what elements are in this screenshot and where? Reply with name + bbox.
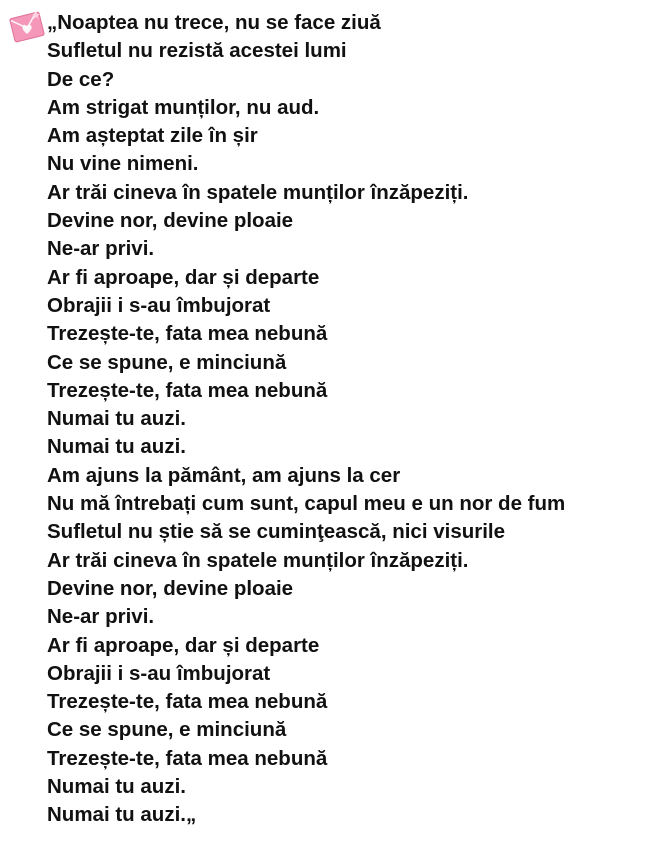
poem-line: Ne-ar privi. <box>47 237 155 261</box>
envelope-heart-icon <box>6 8 50 48</box>
poem-line: Obrajii i s-au îmbujorat <box>47 661 271 685</box>
poem-line: Ar fi aproape, dar și departe <box>47 265 320 289</box>
poem-line: Ar trăi cineva în spatele munților înzăpeziți. <box>47 548 469 572</box>
poem-line: Am strigat munților, nu aud. <box>47 95 320 119</box>
poem-line: De ce? <box>47 67 115 91</box>
poem-line: Trezește-te, fata mea nebună <box>47 322 328 346</box>
poem-line: Trezește-te, fata mea nebună <box>47 378 328 402</box>
poem-line: Sufletul nu rezistă acestei lumi <box>47 39 347 63</box>
poem-line: Ar trăi cineva în spatele munților înzăpeziți. <box>47 180 469 204</box>
poem-line: Numai tu auzi. <box>47 435 186 459</box>
poem-line: Devine nor, devine ploaie <box>47 209 294 233</box>
poem-line: Devine nor, devine ploaie <box>47 576 294 600</box>
poem-line: Sufletul nu știe să se cuminţească, nici visurile <box>47 520 506 544</box>
poem-line: Trezește-te, fata mea nebună <box>47 690 328 714</box>
poem-line: Ar fi aproape, dar și departe <box>47 633 320 657</box>
poem-line: Numai tu auzi. <box>47 407 186 431</box>
poem-line: Numai tu auzi. <box>47 775 186 799</box>
poem-line: Am ajuns la pământ, am ajuns la cer <box>47 463 401 487</box>
poem-line: Trezește-te, fata mea nebună <box>47 746 328 770</box>
poem-line: Ne-ar privi. <box>47 605 155 629</box>
poem-line: Ce se spune, e minciună <box>47 718 287 742</box>
poem-line: Numai tu auzi.„ <box>47 803 197 827</box>
poem-text <box>47 9 565 830</box>
poem-line: Nu vine nimeni. <box>47 152 199 176</box>
poem-line: Obrajii i s-au îmbujorat <box>47 293 271 317</box>
poem-line: Am așteptat zile în șir <box>47 124 258 148</box>
poem-line: Nu mă întrebați cum sunt, capul meu e un nor de fum <box>47 492 566 516</box>
poem-line: „Noaptea nu trece, nu se face ziuă <box>47 11 381 34</box>
poem-line: Ce se spune, e minciună <box>47 350 287 374</box>
